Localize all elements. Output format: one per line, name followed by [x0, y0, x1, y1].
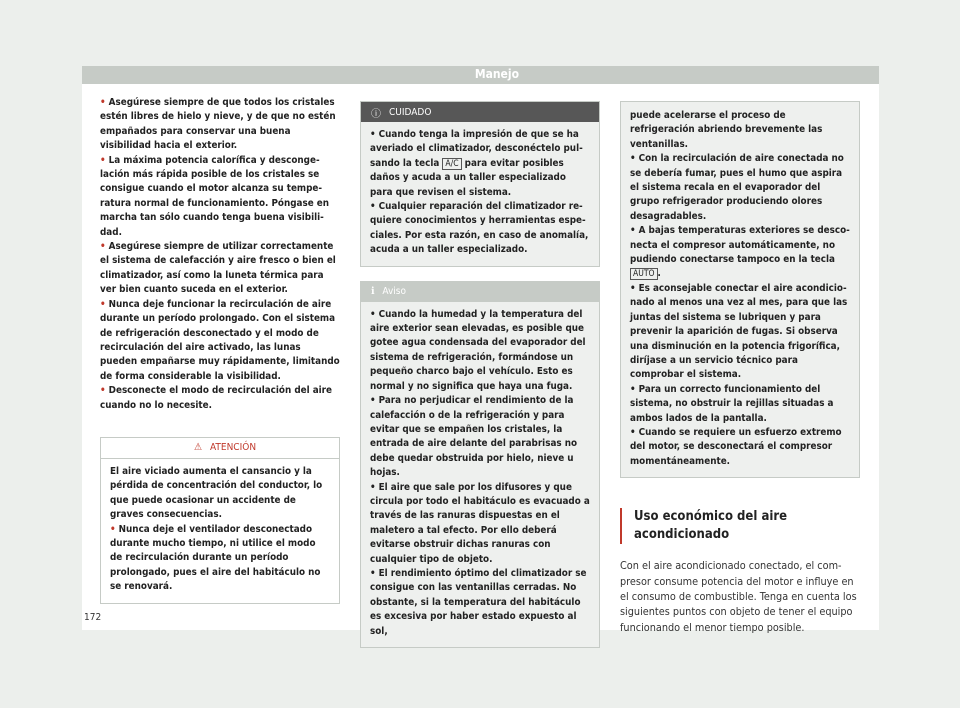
- list-item: • Para un correcto funcionamiento del sistema, no obstruir la rejillas situadas a ambos lados de la pantalla.: [630, 383, 834, 424]
- aviso-box: [360, 281, 600, 648]
- aviso-header: [361, 282, 599, 302]
- bullet-list: [100, 96, 340, 413]
- list-item: • El rendimiento óptimo del climatizador se consigue con las ventanillas cerradas. No obstante, si la temperatura del habitáculo es excesiva por haber estado expuesto al sol,: [370, 567, 587, 637]
- bullet-icon: •: [630, 383, 636, 395]
- warning-triangle-icon: ⚠: [193, 442, 203, 454]
- list-item: • Cuando la humedad y la temperatura del aire exterior sean elevadas, es posible que gotee agua condensada del evaporador del sistema de refrigeración, formándose un pequeño charco bajo el vehículo. Esto es normal y no significa que haya una fuga.: [370, 308, 586, 392]
- ac-key-icon: A/C: [442, 158, 461, 170]
- aviso-continued-body: [621, 102, 859, 477]
- list-item: • Es aconsejable conectar el aire acondicionado al menos una vez al mes, para que las juntas del sistema se lubriquen y para prevenir la aparición de fugas. Si observa una disminución en la potencia frigorífica, diríjase a un servicio técnico para comprobar el sistema.: [630, 282, 848, 381]
- list-item: • Con la recirculación de aire conectada no se debería fumar, pues el humo que aspira el sistema recala en el evaporador del grupo refrigerador produciendo olores desagradables.: [630, 153, 844, 222]
- cuidado-title: CUIDADO: [389, 106, 432, 118]
- bullet-icon: •: [370, 567, 376, 579]
- atencion-title: ATENCIÓN: [210, 442, 257, 454]
- atencion-body: [101, 459, 339, 603]
- bullet-icon: •: [630, 153, 636, 165]
- list-item: • Cuando tenga la impresión de que se ha averiado el climatizador, desconéctelo pulsando la tecla A/C para evitar posibles daños y acuda a un taller especializado para que revisen el sistema.: [370, 129, 583, 198]
- info-note-icon: ℹ: [371, 286, 375, 298]
- atencion-intro: El aire viciado aumenta el cansancio y la pérdida de concentración del conductor, lo que puede ocasionar un accidente de graves consecuencias.: [110, 465, 323, 521]
- manual-page: [82, 66, 879, 637]
- section-title: Uso económico del aire acondicionado: [620, 508, 860, 544]
- bullet-icon: •: [370, 201, 376, 213]
- cuidado-body: [361, 122, 599, 266]
- bullet-icon: •: [630, 225, 636, 237]
- info-circle-icon: ⓘ: [371, 108, 381, 120]
- page-number: 172: [84, 612, 102, 623]
- aviso-title: Aviso: [382, 286, 407, 298]
- column-2: [360, 101, 600, 648]
- bullet-icon: •: [110, 523, 116, 535]
- bullet-icon: •: [370, 395, 376, 407]
- aviso-continued-box: [620, 101, 860, 478]
- section-header-title: Manejo: [474, 67, 519, 81]
- section-economico: [620, 508, 860, 635]
- continued-text: puede acelerarse el proceso de refrigeración abriendo brevemente las ventanillas.: [630, 110, 823, 150]
- bullet-list: [110, 523, 330, 595]
- bullet-icon: •: [100, 385, 106, 397]
- list-item: • Nunca deje el ventilador desconectado durante mucho tiempo, ni utilice el modo de recirculación durante un período prolongado, pues el aire del habitáculo no se renovará.: [110, 523, 321, 593]
- cuidado-header: [361, 102, 599, 122]
- section-body: Con el aire acondicionado conectado, el compresor consume potencia del motor e influye en el consumo de combustible. Tenga en cuenta los siguientes puntos con objeto de tener el equipo funcionando el menor tiempo posible.: [620, 559, 857, 634]
- column-1: [100, 90, 340, 604]
- list-item: • El aire que sale por los difusores y que circula por todo el habitáculo es evacuado a través de las ranuras dispuestas en el maletero a tal efecto. Por ello deberá evitarse obstruir dichas ranuras con cualquier tipo de objeto.: [370, 481, 590, 565]
- atencion-box: [100, 437, 340, 604]
- list-item: • Cuando se requiere un esfuerzo extremo del motor, se desconectará el compresor momentáneamente.: [630, 426, 842, 467]
- bullet-list: [370, 128, 590, 258]
- cuidado-box: [360, 101, 600, 267]
- bullet-icon: •: [630, 282, 636, 294]
- bullet-icon: •: [370, 308, 376, 320]
- atencion-header: [101, 438, 339, 459]
- bullet-icon: •: [100, 154, 106, 166]
- bullet-list: [630, 152, 850, 469]
- bullet-list: [370, 308, 590, 639]
- bullet-icon: •: [100, 298, 106, 310]
- list-item: • A bajas temperaturas exteriores se desconecta el compresor automáticamente, no pudiendo conectarse tampoco en la tecla AUTO .: [630, 225, 850, 280]
- header-bar: [82, 66, 879, 84]
- bullet-icon: •: [370, 481, 376, 493]
- column-3: [620, 101, 860, 635]
- list-item: • Cualquier reparación del climatizador requiere conocimientos y herramientas especiales. Por esta razón, en caso de anomalía, acuda a un taller especializado.: [370, 201, 589, 256]
- list-item: • Para no perjudicar el rendimiento de la calefacción o de la refrigeración y para evitar que se empañen los cristales, la entrada de aire delante del parabrisas no debe quedar obstruida por hielo, nieve u hojas.: [370, 395, 578, 479]
- bullet-icon: •: [370, 129, 376, 140]
- list-item: • Asegúrese siempre de utilizar correctamente el sistema de calefacción y aire fresco o bien el climatizador, así como la luneta térmica para ver bien cuanto suceda en el exterior.: [100, 241, 336, 296]
- list-item: • Desconecte el modo de recirculación del aire cuando no lo necesite.: [100, 385, 332, 411]
- aviso-body: [361, 302, 599, 647]
- auto-key-icon: AUTO: [630, 268, 658, 280]
- list-item: • La máxima potencia calorífica y descongelación más rápida posible de los cristales se consigue cuando el motor alcanza su temperatura normal de funcionamiento. Póngase en marcha tan sólo cuando tenga buena visibilidad.: [100, 154, 330, 238]
- bullet-icon: •: [100, 97, 106, 108]
- list-item: • Asegúrese siempre de que todos los cristales estén libres de hielo y nieve, y de que no estén empañados para conservar una buena visibilidad hacia el exterior.: [100, 97, 336, 152]
- list-item: • Nunca deje funcionar la recirculación de aire durante un período prolongado. Con el sistema de refrigeración desconectado y el modo de recirculación del aire activado, las lunas pueden empañarse muy rápidamente, limitando de forma considerable la visibilidad.: [100, 298, 340, 382]
- bullet-icon: •: [100, 241, 106, 253]
- bullet-icon: •: [630, 426, 636, 438]
